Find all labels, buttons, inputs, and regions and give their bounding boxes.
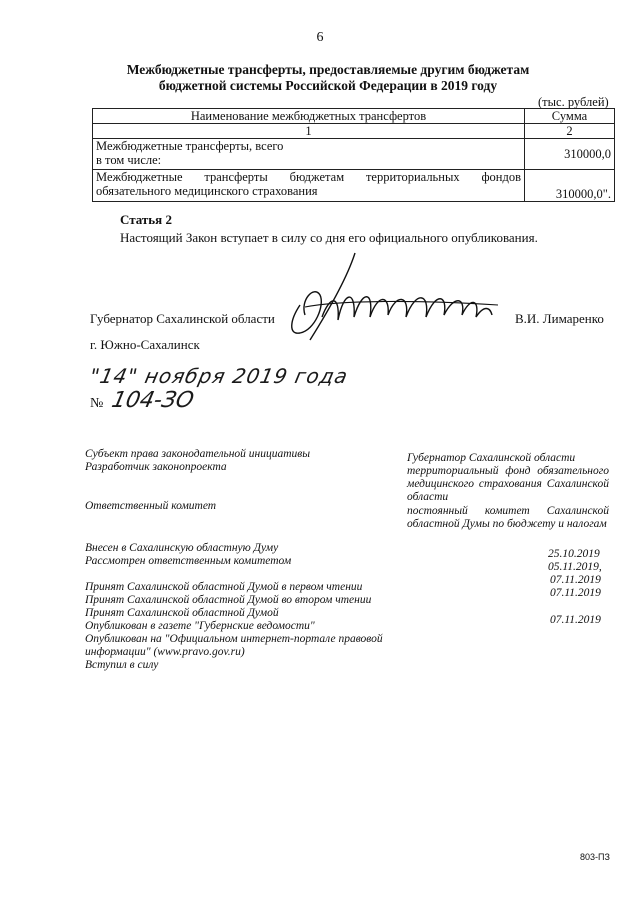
committee-label: Ответственный комитет bbox=[85, 500, 217, 512]
event-label: Вступил в силу bbox=[85, 659, 159, 671]
row-name: Межбюджетные трансферты бюджетам территориальных фондов обязательного медицинского страхования bbox=[93, 170, 525, 202]
handwritten-number: 104-ЗО bbox=[109, 388, 197, 413]
governor-name: В.И. Лимаренко bbox=[515, 311, 604, 326]
event-date: 07.11.2019 bbox=[550, 587, 601, 599]
city: г. Южно-Сахалинск bbox=[90, 337, 200, 352]
row-name bbox=[93, 139, 525, 170]
event-date: 07.11.2019 bbox=[550, 614, 601, 626]
event-label: Опубликован на "Официальном интернет-портале правовой информации" (www.pravo.gov.ru) bbox=[85, 633, 383, 658]
row-name-line1: Межбюджетные трансферты, всего bbox=[96, 139, 284, 153]
initiative-value: Губернатор Сахалинской области bbox=[407, 452, 576, 464]
row-sum: 310000,0". bbox=[525, 170, 615, 202]
header-name: Наименование межбюджетных трансфертов bbox=[93, 109, 525, 124]
event-label: Принят Сахалинской областной Думой bbox=[85, 607, 279, 619]
header-sum: Сумма bbox=[525, 109, 615, 124]
units-label: (тыс. рублей) bbox=[538, 95, 609, 109]
developer-label: Разработчик законопроекта bbox=[85, 461, 227, 473]
governor-signature bbox=[270, 245, 510, 355]
committee-value: постоянный комитет Сахалинской областной Думы по бюджету и налогам bbox=[407, 505, 609, 530]
footer-code: 803-ПЗ bbox=[580, 852, 610, 862]
developer-value: территориальный фонд обязательного медицинского страхования Сахалинской области bbox=[407, 465, 609, 503]
table-title: Межбюджетные трансферты, предоставляемые другим бюджетам бюджетной системы Российской Федерации в 2019 году bbox=[126, 62, 530, 93]
page-number: 6 bbox=[316, 30, 324, 45]
table-row bbox=[93, 139, 615, 170]
table-numbering-row bbox=[93, 124, 615, 139]
event-date: 25.10.2019 bbox=[548, 548, 600, 560]
transfers-table bbox=[92, 108, 615, 202]
col-number-2: 2 bbox=[525, 124, 615, 139]
handwritten-date: "14" ноября 2019 года bbox=[87, 364, 351, 388]
table-header-row bbox=[93, 109, 615, 124]
number-label: № bbox=[90, 396, 104, 411]
article-heading: Статья 2 bbox=[120, 212, 172, 227]
initiative-label: Субъект права законодательной инициативы bbox=[85, 448, 311, 460]
article-text: Настоящий Закон вступает в силу со дня его официального опубликования. bbox=[120, 230, 538, 245]
event-label: Рассмотрен ответственным комитетом bbox=[85, 555, 292, 567]
event-label: Опубликован в газете "Губернские ведомости" bbox=[85, 620, 315, 632]
event-date: 07.11.2019 bbox=[550, 574, 601, 586]
event-date: 05.11.2019, bbox=[548, 561, 602, 573]
col-number-1: 1 bbox=[93, 124, 525, 139]
event-label: Принят Сахалинской областной Думой во втором чтении bbox=[85, 594, 372, 606]
row-name-line2: в том числе: bbox=[96, 153, 162, 167]
row-sum: 310000,0 bbox=[525, 139, 615, 170]
governor-position: Губернатор Сахалинской области bbox=[90, 311, 275, 326]
event-label: Принят Сахалинской областной Думой в первом чтении bbox=[85, 581, 363, 593]
table-row bbox=[93, 170, 615, 202]
event-label: Внесен в Сахалинскую областную Думу bbox=[85, 542, 279, 554]
